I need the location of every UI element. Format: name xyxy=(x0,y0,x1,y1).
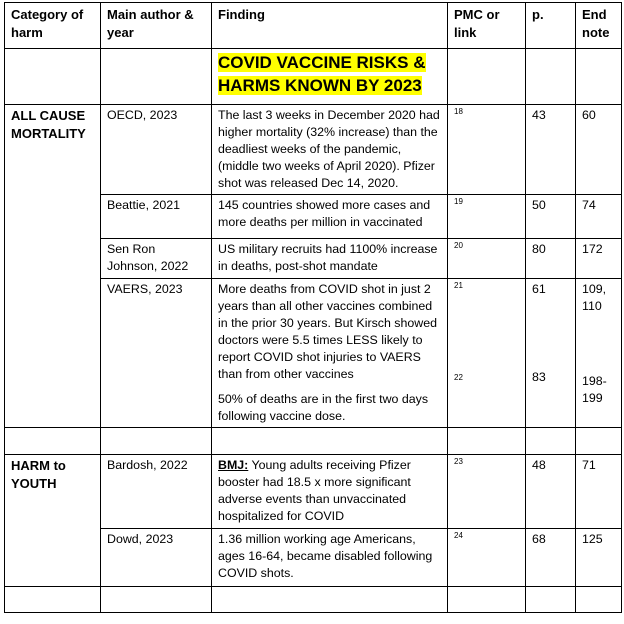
harms-table xyxy=(4,2,622,613)
finding-cell: US military recruits had 1100% increase in deaths, post-shot mandate xyxy=(212,239,448,279)
endnote-cell: 109, 110 198-199 xyxy=(576,279,622,428)
pmc-cell: 21 22 xyxy=(448,279,526,428)
page-cell: 43 xyxy=(526,105,576,195)
page-cell: 48 xyxy=(526,455,576,529)
title-row xyxy=(5,49,622,105)
header-page: p. xyxy=(526,3,576,49)
pmc-cell: 18 xyxy=(448,105,526,195)
spacer-row xyxy=(5,428,622,455)
table-row xyxy=(5,455,622,529)
bmj-label: BMJ: xyxy=(218,458,249,472)
page-cell: 50 xyxy=(526,195,576,239)
finding-cell xyxy=(212,279,448,428)
pmc-cell: 23 xyxy=(448,455,526,529)
header-category: Category of harm xyxy=(5,3,101,49)
page-title xyxy=(218,51,426,97)
finding-cell: The last 3 weeks in December 2020 had higher mortality (32% increase) than the deadliest weeks of the pandemic, (middle two weeks of April 2020). Pfizer shot was released Dec 14, 2020. xyxy=(212,105,448,195)
pmc-cell: 20 xyxy=(448,239,526,279)
page-cell: 68 xyxy=(526,529,576,587)
author-cell: Dowd, 2023 xyxy=(101,529,212,587)
header-author: Main author & year xyxy=(101,3,212,49)
header-pmc: PMC or link xyxy=(448,3,526,49)
endnote-cell: 125 xyxy=(576,529,622,587)
category-all-cause: ALL CAUSE MORTALITY xyxy=(5,105,101,428)
finding-cell: BMJ: Young adults receiving Pfizer booster had 18.5 x more significant adverse events than unvaccinated hospitalized for COVID xyxy=(212,455,448,529)
category-youth: HARM to YOUTH xyxy=(5,455,101,587)
endnote-cell: 60 xyxy=(576,105,622,195)
author-cell: OECD, 2023 xyxy=(101,105,212,195)
finding-cell: 1.36 million working age Americans, ages 16-64, became disabled following COVID shots. xyxy=(212,529,448,587)
header-finding: Finding xyxy=(212,3,448,49)
page-cell: 80 xyxy=(526,239,576,279)
finding-cell: 145 countries showed more cases and more deaths per million in vaccinated xyxy=(212,195,448,239)
author-cell: Beattie, 2021 xyxy=(101,195,212,239)
endnote-cell: 74 xyxy=(576,195,622,239)
spacer-row xyxy=(5,587,622,613)
author-cell: Bardosh, 2022 xyxy=(101,455,212,529)
finding-text-2: 50% of deaths are in the first two days following vaccine dose. xyxy=(218,392,429,423)
table-row xyxy=(5,105,622,195)
page-cell: 61 83 xyxy=(526,279,576,428)
author-cell: VAERS, 2023 xyxy=(101,279,212,428)
finding-text: More deaths from COVID shot in just 2 years than all other vaccines combined in the prior 30 years. But Kirsch showed doctors were 5.5 times LESS likely to report COVID shot injuries to VAERS than from other vaccines xyxy=(218,282,438,381)
endnote-cell: 71 xyxy=(576,455,622,529)
header-row xyxy=(5,3,622,49)
title-line-2: HARMS KNOWN BY 2023 xyxy=(218,76,422,95)
header-endnote: End note xyxy=(576,3,622,49)
author-cell: Sen Ron Johnson, 2022 xyxy=(101,239,212,279)
title-line-1: COVID VACCINE RISKS & xyxy=(218,53,426,72)
pmc-cell: 24 xyxy=(448,529,526,587)
pmc-cell: 19 xyxy=(448,195,526,239)
endnote-cell: 172 xyxy=(576,239,622,279)
